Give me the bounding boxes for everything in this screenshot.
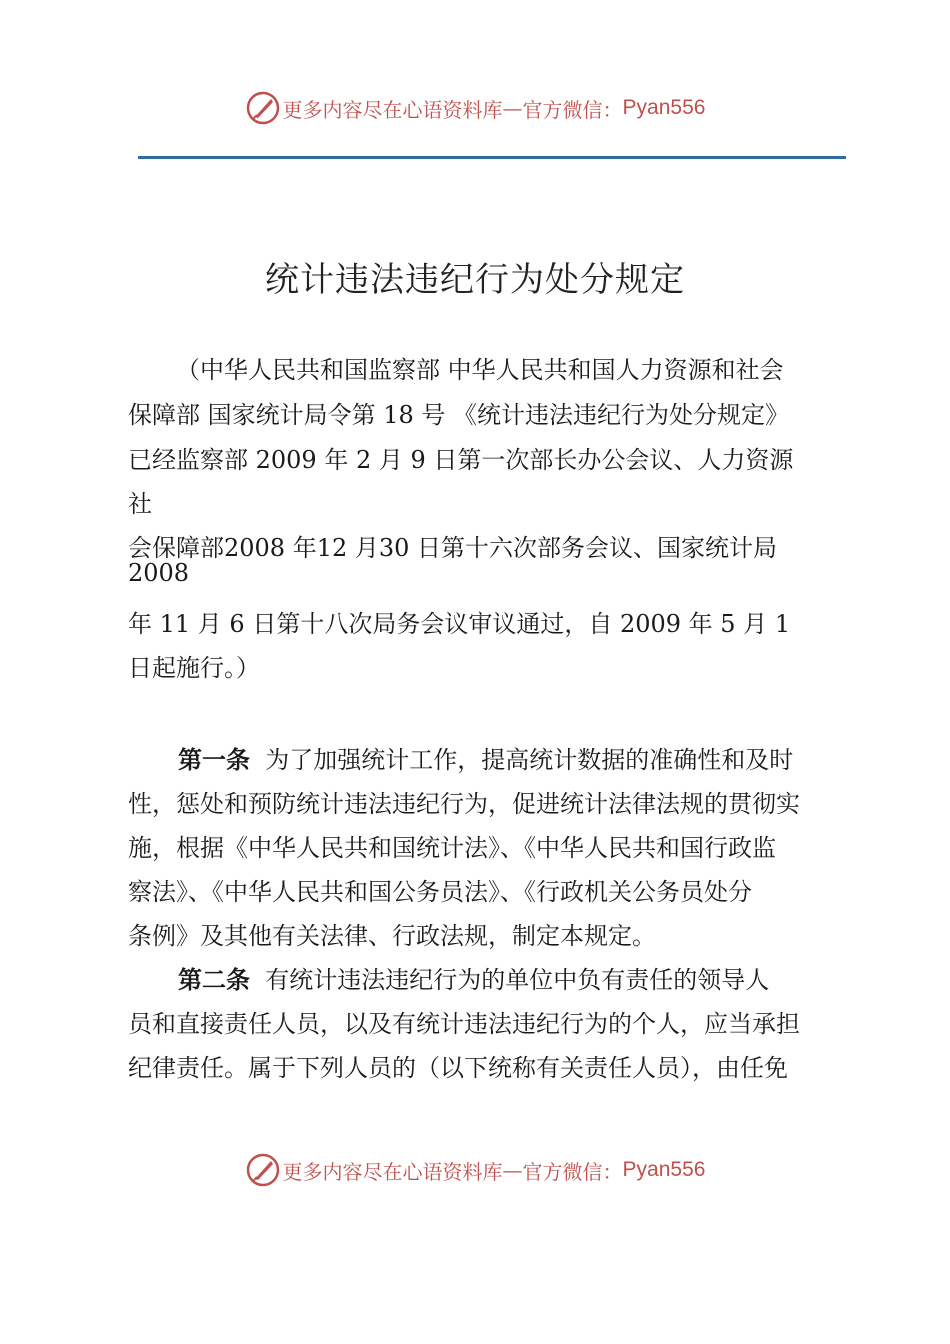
article-1-line: 施，根据《中华人民共和国统计法》、《中华人民共和国行政监 — [128, 834, 776, 862]
preamble-line: 社 — [128, 490, 152, 518]
watermark-handle: Pyan556 — [622, 96, 706, 119]
article-2-line: 纪律责任。属于下列人员的（以下统称有关责任人员），由任免 — [128, 1054, 788, 1082]
quill-logo-icon — [245, 1152, 281, 1188]
watermark-text: 更多内容尽在心语资料库 — [282, 1159, 503, 1184]
article-2-line: 员和直接责任人员，以及有统计违法违纪行为的个人，应当承担 — [128, 1010, 800, 1038]
preamble-line: 2008 — [128, 559, 190, 587]
article-1-line: 性，惩处和预防统计违法违纪行为，促进统计法律法规的贯彻实 — [128, 790, 800, 818]
preamble-line: （中华人民共和国监察部 中华人民共和国人力资源和社会 — [176, 356, 784, 384]
footer-watermark — [0, 1150, 950, 1190]
preamble-line: 保障部 国家统计局令第 18 号 《统计违法违纪行为处分规定》 — [128, 401, 790, 429]
preamble-line: 年 11 月 6 日第十八次局务会议审议通过，自 2009 年 5 月 1 — [128, 610, 791, 638]
article-1-line: 条例》及其他有关法律、行政法规，制定本规定。 — [128, 922, 656, 950]
article-1-line: 察法》、《中华人民共和国公务员法》、《行政机关公务员处分 — [128, 878, 752, 906]
article-2-first-line — [178, 960, 769, 995]
article-1-label: 第一条 — [178, 746, 250, 774]
header-rule — [138, 156, 846, 159]
preamble-line: 已经监察部 2009 年 2 月 9 日第一次部长办公会议、人力资源 — [128, 446, 794, 474]
watermark-dash: — — [502, 1158, 523, 1182]
watermark-dash: — — [502, 96, 523, 120]
article-1-first-line — [178, 740, 793, 775]
header-watermark — [0, 88, 950, 128]
quill-logo-icon — [245, 90, 281, 126]
article-2-text: 有统计违法违纪行为的单位中负有责任的领导人 — [265, 966, 770, 994]
watermark-wechat-label: 官方微信： — [522, 1159, 623, 1184]
document-title: 统计违法违纪行为处分规定 — [265, 260, 685, 300]
preamble-line: 日起施行。） — [128, 654, 260, 682]
watermark-wechat-label: 官方微信： — [522, 97, 623, 122]
watermark-text: 更多内容尽在心语资料库 — [282, 97, 503, 122]
article-2-label: 第二条 — [178, 966, 250, 994]
watermark-handle: Pyan556 — [622, 1158, 706, 1181]
preamble-line: 会保障部2008 年12 月30 日第十六次部务会议、国家统计局 — [128, 534, 778, 562]
article-1-text: 为了加强统计工作，提高统计数据的准确性和及时 — [265, 746, 794, 774]
